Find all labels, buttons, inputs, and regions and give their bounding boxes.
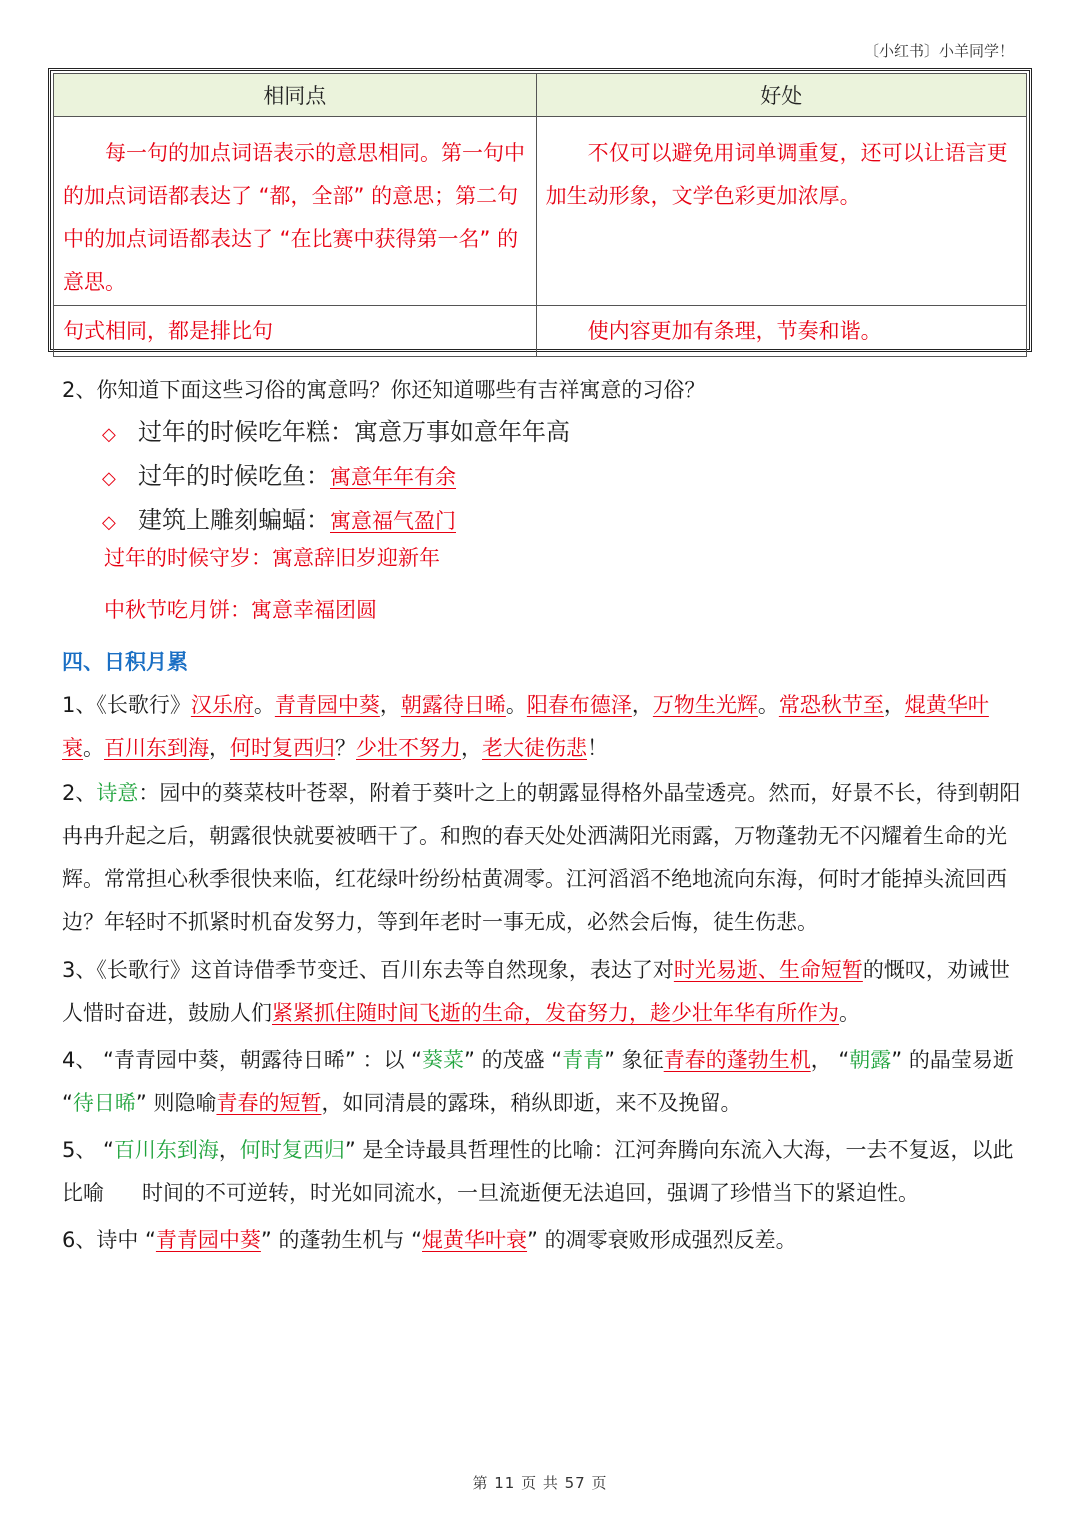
diamond-bullet-icon: ◇	[102, 424, 116, 445]
para-text: 2、	[62, 781, 97, 805]
answer-text: 紧紧抓住随时间飞逝的生命，发奋努力，趁少壮年华有所作为	[272, 1001, 839, 1025]
para-text: ” 的茂盛 “	[464, 1048, 563, 1072]
table-cell-text: 每一句的加点词语表示的意思相同。第一句中的加点词语都表达了 “都，全部” 的意思；第二句中的加点词语都表达了 “在比赛中获得第一名” 的意思。	[63, 141, 525, 294]
list-item-label: 过年的时候吃年糕：	[138, 418, 354, 446]
para-text: ，	[218, 1138, 240, 1162]
table-cell-text: 不仅可以避免用词单调重复，还可以让语言更加生动形象，文学色彩更加浓厚。	[545, 141, 1008, 208]
para-text: ？	[335, 736, 356, 760]
paragraph-1	[62, 684, 1022, 770]
para-text: ” 是全诗最具哲理性的比喻：江河奔腾向东流入大海，一去不复返，以此比喻	[62, 1138, 1014, 1205]
paragraph-2	[62, 772, 1022, 944]
para-text: 。	[505, 693, 527, 717]
para-text: 1、《长歌行》	[62, 693, 191, 717]
para-text: 。	[83, 736, 104, 760]
answer-text: 青春的短暂	[216, 1091, 322, 1115]
list-item-answer: 寓意年年有余	[330, 465, 456, 489]
list-item	[102, 454, 570, 498]
para-text: 。	[757, 693, 779, 717]
list-item-label: 建筑上雕刻蝙蝠：	[138, 506, 330, 534]
para-text: ，如同清晨的露珠，稍纵即逝，来不及挽留。	[321, 1091, 742, 1115]
answer-text: 时光易逝、生命短暂	[673, 958, 863, 982]
answer-text: 青青园中葵	[274, 693, 380, 717]
table-cell	[536, 306, 1026, 357]
table-header-similarity: 相同点	[54, 74, 537, 117]
paragraph-4	[62, 1039, 1022, 1125]
comparison-table	[48, 68, 1032, 352]
answer-text: 朝露待日晞	[400, 693, 506, 717]
diamond-bullet-icon: ◇	[102, 468, 116, 489]
extra-custom: 过年的时候守岁：寓意辞旧岁迎新年	[104, 546, 440, 570]
table-cell	[536, 117, 1026, 306]
para-text: ：园中的葵菜枝叶苍翠，附着于葵叶之上的朝露显得格外晶莹透亮。然而，好景不长，待到朝阳冉冉升起之后，朝露很快就要被晒干了。和煦的春天处处洒满阳光雨露，万物蓬勃无不闪耀着生命的光辉。常常担心秋季很快来临，红花绿叶纷纷枯黄凋零。江河滔滔不绝地流向东海，何时才能掉头流回西边？年轻时不抓紧时机奋发努力，等到年老时一事无成，必然会后悔，徒生伤悲。	[62, 781, 1021, 934]
keyword: 百川东到海	[113, 1138, 219, 1162]
custom-list	[102, 410, 570, 542]
para-text: 时间的不可逆转，时光如同流水，一旦流逝便无法追回，强调了珍惜当下的紧迫性。	[142, 1181, 919, 1205]
para-text: ” 的晶莹易逝 “	[62, 1048, 1014, 1115]
list-item-answer: 寓意福气盈门	[330, 509, 456, 533]
answer-text: 百川东到海	[104, 736, 209, 760]
table-cell-text: 句式相同，都是排比句	[63, 319, 273, 343]
para-text: ” 的蓬勃生机与 “	[260, 1228, 423, 1252]
para-text: ，	[631, 693, 653, 717]
paragraph-5	[62, 1129, 1022, 1215]
list-item-answer: 寓意万事如意年年高	[354, 418, 570, 446]
answer-text: 焜黄华叶衰	[62, 693, 989, 760]
keyword: 青青	[562, 1048, 605, 1072]
para-text: 6、诗中 “	[62, 1228, 156, 1252]
list-item-label: 过年的时候吃鱼：	[138, 462, 330, 490]
table-header-benefit: 好处	[536, 74, 1026, 117]
answer-text: 万物生光辉	[652, 693, 758, 717]
section-title: 四、日积月累	[62, 650, 188, 674]
para-text: 5、 “	[62, 1138, 114, 1162]
answer-text: 阳春布德泽	[526, 693, 632, 717]
para-text: ！	[587, 736, 608, 760]
answer-text: 少壮不努力	[356, 736, 461, 760]
para-text: 。	[839, 1001, 860, 1025]
answer-text: 青春的蓬勃生机	[663, 1048, 811, 1072]
para-text: ，	[883, 693, 905, 717]
para-text: ，	[379, 693, 401, 717]
question-2-title: 2、你知道下面这些习俗的寓意吗？你还知道哪些有吉祥寓意的习俗？	[62, 378, 706, 402]
answer-text: 汉乐府	[190, 693, 254, 717]
para-text: 3、《长歌行》这首诗借季节变迁、百川东去等自然现象，表达了对	[62, 958, 674, 982]
diamond-bullet-icon: ◇	[102, 512, 116, 533]
para-label: 诗意	[96, 781, 139, 805]
table-cell	[54, 306, 537, 357]
list-item	[102, 498, 570, 542]
table-cell	[54, 117, 537, 306]
paragraph-3	[62, 949, 1022, 1035]
keyword: 朝露	[849, 1048, 892, 1072]
para-text: ， “	[810, 1048, 850, 1072]
paragraph-6	[62, 1219, 1022, 1262]
answer-text: 老大徒伤悲	[482, 736, 587, 760]
answer-text: 青青园中葵	[155, 1228, 261, 1252]
page-number: 第 11 页 共 57 页	[472, 1474, 608, 1492]
answer-text: 常恐秋节至	[778, 693, 884, 717]
answer-text: 焜黄华叶衰	[422, 1228, 528, 1252]
extra-custom: 中秋节吃月饼：寓意幸福团圆	[104, 598, 377, 622]
para-text: ，	[461, 736, 482, 760]
para-text: ” 则隐喻	[135, 1091, 217, 1115]
keyword: 何时复西归	[239, 1138, 345, 1162]
para-text: 。	[253, 693, 275, 717]
para-text: 的慨叹，劝诫世人惜时奋进，鼓励人们	[62, 958, 1010, 1025]
keyword: 待日晞	[72, 1091, 136, 1115]
keyword: 葵菜	[422, 1048, 465, 1072]
para-text: ” 象征	[604, 1048, 664, 1072]
watermark: 〔小红书〕小羊同学！	[863, 42, 1014, 60]
para-text: ，	[209, 736, 230, 760]
para-text: 4、 “青青园中葵，朝露待日晞” ：以 “	[62, 1048, 423, 1072]
list-item	[102, 410, 570, 454]
para-text: ” 的凋零衰败形成强烈反差。	[527, 1228, 797, 1252]
answer-text: 何时复西归	[230, 736, 335, 760]
table-cell-text: 使内容更加有条理，节奏和谐。	[587, 319, 882, 343]
